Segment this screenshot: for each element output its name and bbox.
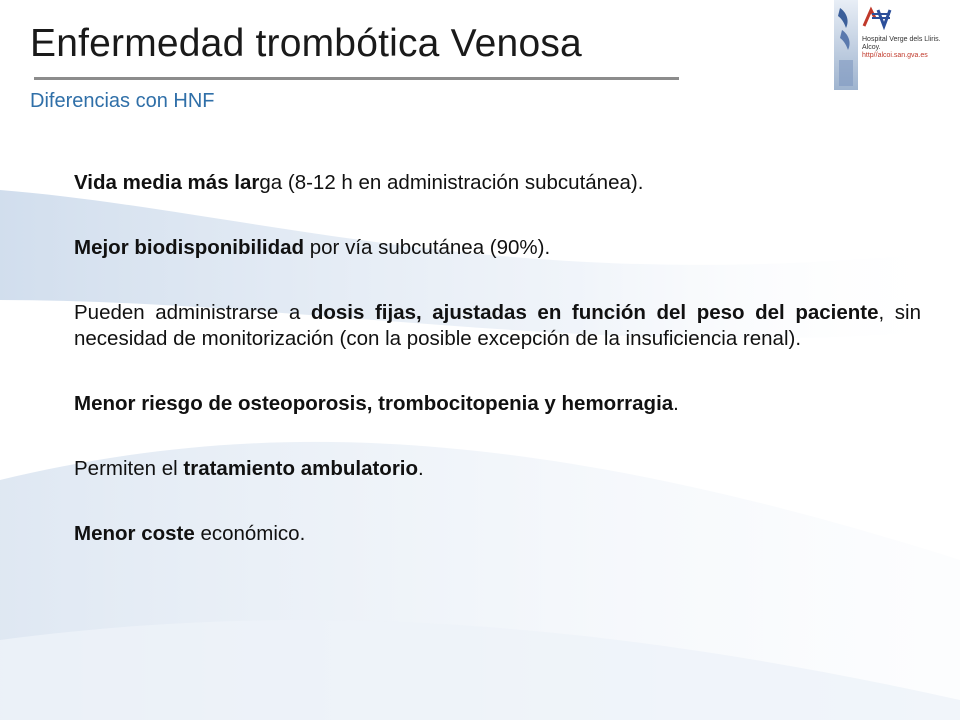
lily-icon: [834, 0, 858, 90]
item-text: , sin necesidad de monitorización (con la posible excepción de la insuficiencia renal).: [74, 301, 921, 350]
logo-url: http//alcoi.san.gva.es: [862, 52, 928, 59]
list-item: [74, 456, 921, 482]
item-bold: dosis fijas, ajustadas en función del peso del paciente: [310, 301, 879, 324]
item-text: por vía subcutánea (90%).: [304, 236, 551, 259]
page-title: Enfermedad trombótica Venosa: [30, 22, 582, 65]
item-text: Pueden administrarse a: [74, 301, 311, 324]
item-bold: Mejor biodisponibilidad: [74, 236, 305, 259]
logo-banner: [834, 0, 858, 90]
list-item: [74, 170, 921, 196]
item-bold: Menor riesgo de osteoporosis, trombocitopenia y hemorragia: [74, 392, 674, 415]
item-text: .: [673, 392, 679, 415]
list-item: [74, 235, 921, 261]
list-item: [74, 300, 921, 352]
item-text: ga (8-12 h en administración subcutánea).: [259, 171, 644, 194]
item-bold: tratamiento ambulatorio: [183, 457, 419, 480]
item-text: .: [418, 457, 424, 480]
item-bold: Vida media más lar: [74, 171, 260, 194]
logo-line-1: Hospital Verge dels Lliris.: [862, 36, 941, 43]
title-underline: [34, 77, 679, 80]
bullet-list: [74, 170, 921, 586]
list-item: [74, 521, 921, 547]
hospital-logo: [834, 0, 960, 90]
list-item: [74, 391, 921, 417]
logo-text: [862, 36, 941, 60]
item-text: económico.: [194, 522, 306, 545]
logo-line-2: Alcoy.: [862, 44, 881, 51]
item-text: Permiten el: [74, 457, 184, 480]
av-logo-mark: [862, 6, 892, 30]
item-bold: Menor coste: [74, 522, 195, 545]
page-subtitle: Diferencias con HNF: [30, 90, 215, 112]
